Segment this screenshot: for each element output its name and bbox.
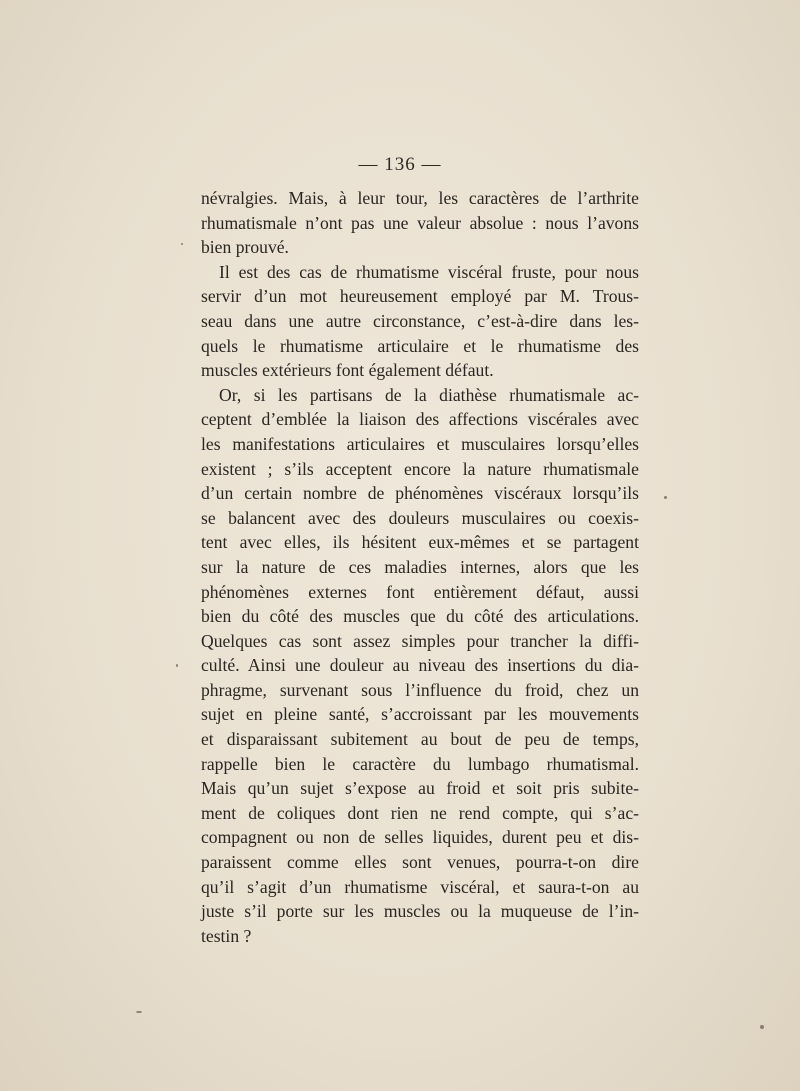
text-line: ceptent d’emblée la liaison des affections viscérales avec — [201, 409, 639, 430]
text-line: quels le rhumatisme articulaire et le rhumatisme des — [201, 335, 639, 356]
text-line: phragme, survenant sous l’influence du froid, chez un — [201, 679, 639, 700]
text-line: Quelques cas sont assez simples pour trancher la diffi- — [201, 630, 639, 651]
paper-speck — [760, 1025, 764, 1029]
text-line: muscles extérieurs font également défaut. — [201, 360, 494, 381]
text-line: bien du côté des muscles que du côté des articulations. — [201, 606, 639, 627]
text-line: bien prouvé. — [201, 237, 289, 258]
text-line: servir d’un mot heureusement employé par M. Trous- — [201, 286, 639, 307]
paper-speck — [176, 664, 178, 667]
text-line: les manifestations articulaires et musculaires lorsqu’elles — [201, 433, 639, 454]
text-line: tent avec elles, ils hésitent eux-mêmes et se partagent — [201, 532, 639, 553]
text-line: compagnent ou non de selles liquides, durent peu et dis- — [201, 827, 639, 848]
text-line: Mais qu’un sujet s’expose au froid et soit pris subite- — [201, 778, 639, 799]
text-line: ment de coliques dont rien ne rend compte, qui s’ac- — [201, 802, 639, 823]
text-line: paraissent comme elles sont venues, pourra-t-on dire — [201, 852, 639, 873]
text-line: névralgies. Mais, à leur tour, les caractères de l’arthrite — [201, 188, 639, 208]
text-line: Il est des cas de rhumatisme viscéral fruste, pour nous — [219, 261, 639, 282]
text-line: et disparaissant subitement au bout de peu de temps, — [201, 729, 639, 750]
text-line: testin ? — [201, 925, 252, 946]
text-line: rhumatismale n’ont pas une valeur absolue : nous l’avons — [201, 212, 639, 233]
paper-speck — [136, 1011, 142, 1013]
text-line: sujet en pleine santé, s’accroissant par les mouvements — [201, 704, 639, 725]
text-line: sur la nature de ces maladies internes, alors que les — [201, 556, 639, 577]
text-line: existent ; s’ils acceptent encore la nature rhumatismale — [201, 458, 639, 479]
text-line: juste s’il porte sur les muscles ou la muqueuse de l’in- — [201, 901, 639, 922]
text-line: se balancent avec des douleurs musculaires ou coexis- — [201, 507, 639, 528]
body-text — [201, 186, 639, 948]
paper-speck — [664, 496, 667, 499]
text-line: seau dans une autre circonstance, c’est-à-dire dans les- — [201, 310, 639, 331]
text-line: rappelle bien le caractère du lumbago rhumatismal. — [201, 753, 639, 774]
page-number: — 136 — — [358, 154, 442, 175]
paper-speck — [181, 243, 183, 245]
text-line: phénomènes externes font entièrement défaut, aussi — [201, 581, 639, 602]
text-line: culté. Ainsi une douleur au niveau des insertions du dia- — [201, 655, 639, 676]
text-line: Or, si les partisans de la diathèse rhumatismale ac- — [219, 384, 639, 405]
text-line: d’un certain nombre de phénomènes viscéraux lorsqu’ils — [201, 483, 639, 504]
text-line: qu’il s’agit d’un rhumatisme viscéral, et saura-t-on au — [201, 876, 639, 897]
